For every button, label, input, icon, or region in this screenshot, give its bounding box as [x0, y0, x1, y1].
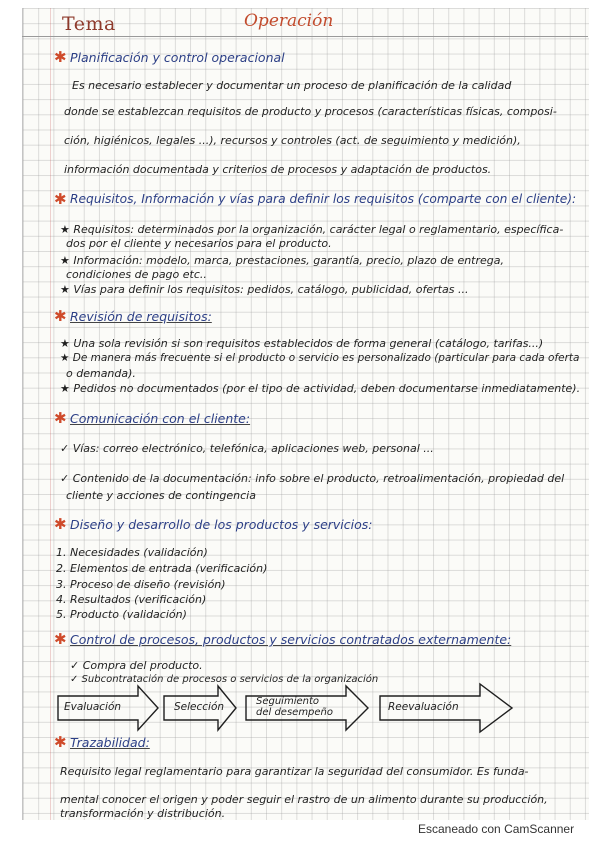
text-line: ción, higiénicos, legales ...), recursos y controles (act. de seguimiento y medición), — [64, 134, 521, 147]
flow-label-evaluacion: Evaluación — [64, 701, 122, 713]
flow-label-seleccion: Selección — [174, 701, 225, 713]
asterisk-icon: ✱ — [54, 515, 67, 533]
asterisk-icon: ✱ — [54, 190, 67, 208]
text-line: ★ Una sola revisión si son requisitos establecidos de forma general (catálogo, tarifas...) — [60, 337, 544, 350]
text-line: cliente y acciones de contingencia — [66, 489, 256, 502]
asterisk-icon: ✱ — [54, 630, 67, 648]
list-item: 2. Elementos de entrada (verificación) — [56, 562, 268, 575]
flow-label-seguimiento: Seguimiento del desempeño — [256, 696, 334, 718]
page-title: Operación — [244, 11, 334, 31]
header-rule — [22, 36, 588, 37]
asterisk-icon: ✱ — [54, 48, 67, 66]
text-line: ★ Requisitos: determinados por la organización, carácter legal o reglamentario, específica- — [60, 223, 564, 236]
text-line: o demanda). — [66, 367, 136, 380]
text-line: mental conocer el origen y poder seguir el rastro de un alimento durante su producción, — [60, 793, 548, 806]
text-line: ★ Información: modelo, marca, prestaciones, garantía, precio, plazo de entrega, — [60, 254, 505, 267]
text-line: Es necesario establecer y documentar un proceso de planificación de la calidad — [72, 79, 512, 92]
text-line: ★ Pedidos no documentados (por el tipo de actividad, deben documentarse inmediatamente). — [60, 382, 581, 395]
section-heading-control: Control de procesos, productos y servicios contratados externamente: — [70, 632, 512, 647]
text-line: ✓ Subcontratación de procesos o servicios de la organización — [70, 674, 379, 685]
asterisk-icon: ✱ — [54, 733, 67, 751]
asterisk-icon: ✱ — [54, 409, 67, 427]
text-line: ✓ Compra del producto. — [70, 659, 203, 672]
list-item: 3. Proceso de diseño (revisión) — [56, 578, 226, 591]
section-heading-trazabilidad: Trazabilidad: — [70, 735, 150, 750]
text-line: ★ Vías para definir los requisitos: pedidos, catálogo, publicidad, ofertas ... — [60, 283, 469, 296]
flow-label-reevaluacion: Reevaluación — [388, 701, 459, 713]
list-item: 1. Necesidades (validación) — [56, 546, 208, 559]
list-item: 5. Producto (validación) — [56, 608, 187, 621]
text-line: ★ De manera más frecuente si el producto o servicio es personalizado (particular para cada oferta — [60, 352, 580, 364]
text-line: Requisito legal reglamentario para garantizar la seguridad del consumidor. Es funda- — [60, 765, 529, 778]
tema-label: Tema — [62, 13, 116, 35]
section-heading-requisitos: Requisitos, Información y vías para definir los requisitos (comparte con el cliente): — [70, 192, 577, 206]
list-item: 4. Resultados (verificación) — [56, 593, 207, 606]
text-line: condiciones de pago etc.. — [66, 268, 207, 281]
text-line: donde se establezcan requisitos de producto y procesos (características físicas, composi- — [64, 105, 557, 118]
section-heading-comunicacion: Comunicación con el cliente: — [70, 411, 251, 426]
text-line: transformación y distribución. — [60, 807, 226, 820]
text-line: información documentada y criterios de procesos y adaptación de productos. — [64, 163, 492, 176]
scanner-watermark: Escaneado con CamScanner — [418, 822, 575, 836]
section-heading-diseno: Diseño y desarrollo de los productos y servicios: — [70, 517, 373, 532]
text-line: ✓ Contenido de la documentación: info sobre el producto, retroalimentación, propiedad del — [60, 472, 565, 485]
section-heading-planificacion: Planificación y control operacional — [70, 50, 285, 65]
section-heading-revision: Revisión de requisitos: — [70, 309, 212, 324]
asterisk-icon: ✱ — [54, 307, 67, 325]
text-line: ✓ Vías: correo electrónico, telefónica, aplicaciones web, personal ... — [60, 442, 434, 455]
text-line: dos por el cliente y necesarios para el producto. — [66, 237, 332, 250]
